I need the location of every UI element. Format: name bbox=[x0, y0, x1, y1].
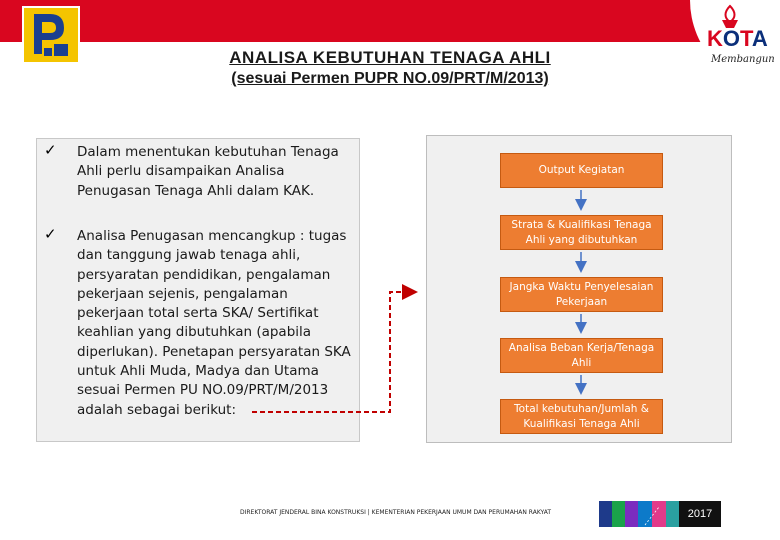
checkmark-icon: ✓ bbox=[44, 142, 57, 159]
footer-color-strip bbox=[599, 501, 679, 527]
kota-logo: KOTA bbox=[707, 26, 768, 51]
checkmark-icon: ✓ bbox=[44, 226, 57, 243]
footer-org-text: DIREKTORAT JENDERAL BINA KONSTRUKSI | KEMENTERIAN PEKERJAAN UMUM DAN PERUMAHAN RAKYAT bbox=[240, 509, 552, 516]
bullet-paragraph-2: Analisa Penugasan mencangkup : tugas dan tanggung jawab tenaga ahli, persyaratan pendidikan, pengalaman pekerjaan sejenis, pengalaman pekerjaan total serta SKA/ Sertifikat keahlian yang dibutuhkan (apabila diperlukan). Penetapan persyaratan SKA untuk Ahli Muda, Madya dan Utama sesuai Permen PU NO.09/PRT/M/2013 adalah sebagai berikut: bbox=[77, 228, 351, 418]
flow-step-analisa-beban: Analisa Beban Kerja/Tenaga Ahli bbox=[500, 338, 663, 373]
flow-step-jangka-waktu: Jangka Waktu Penyelesaian Pekerjaan bbox=[500, 277, 663, 312]
logo-tagline: Membangun bbox=[711, 54, 775, 65]
title-line-2: (sesuai Permen PUPR NO.09/PRT/M/2013) bbox=[231, 70, 549, 87]
flow-step-output-kegiatan: Output Kegiatan bbox=[500, 153, 663, 188]
title-line-1: ANALISA KEBUTUHAN TENAGA AHLI bbox=[229, 48, 551, 67]
flow-step-total-kebutuhan: Total kebutuhan/Jumlah & Kualifikasi Tenaga Ahli bbox=[500, 399, 663, 434]
flow-step-strata-kualifikasi: Strata & Kualifikasi Tenaga Ahli yang dibutuhkan bbox=[500, 215, 663, 250]
bullet-paragraph-1: Dalam menentukan kebutuhan Tenaga Ahli perlu disampaikan Analisa Penugasan Tenaga Ahli dalam KAK. bbox=[77, 144, 339, 199]
dashed-connector-arrow bbox=[252, 292, 414, 412]
footer-year-badge: 2017 bbox=[679, 501, 721, 527]
